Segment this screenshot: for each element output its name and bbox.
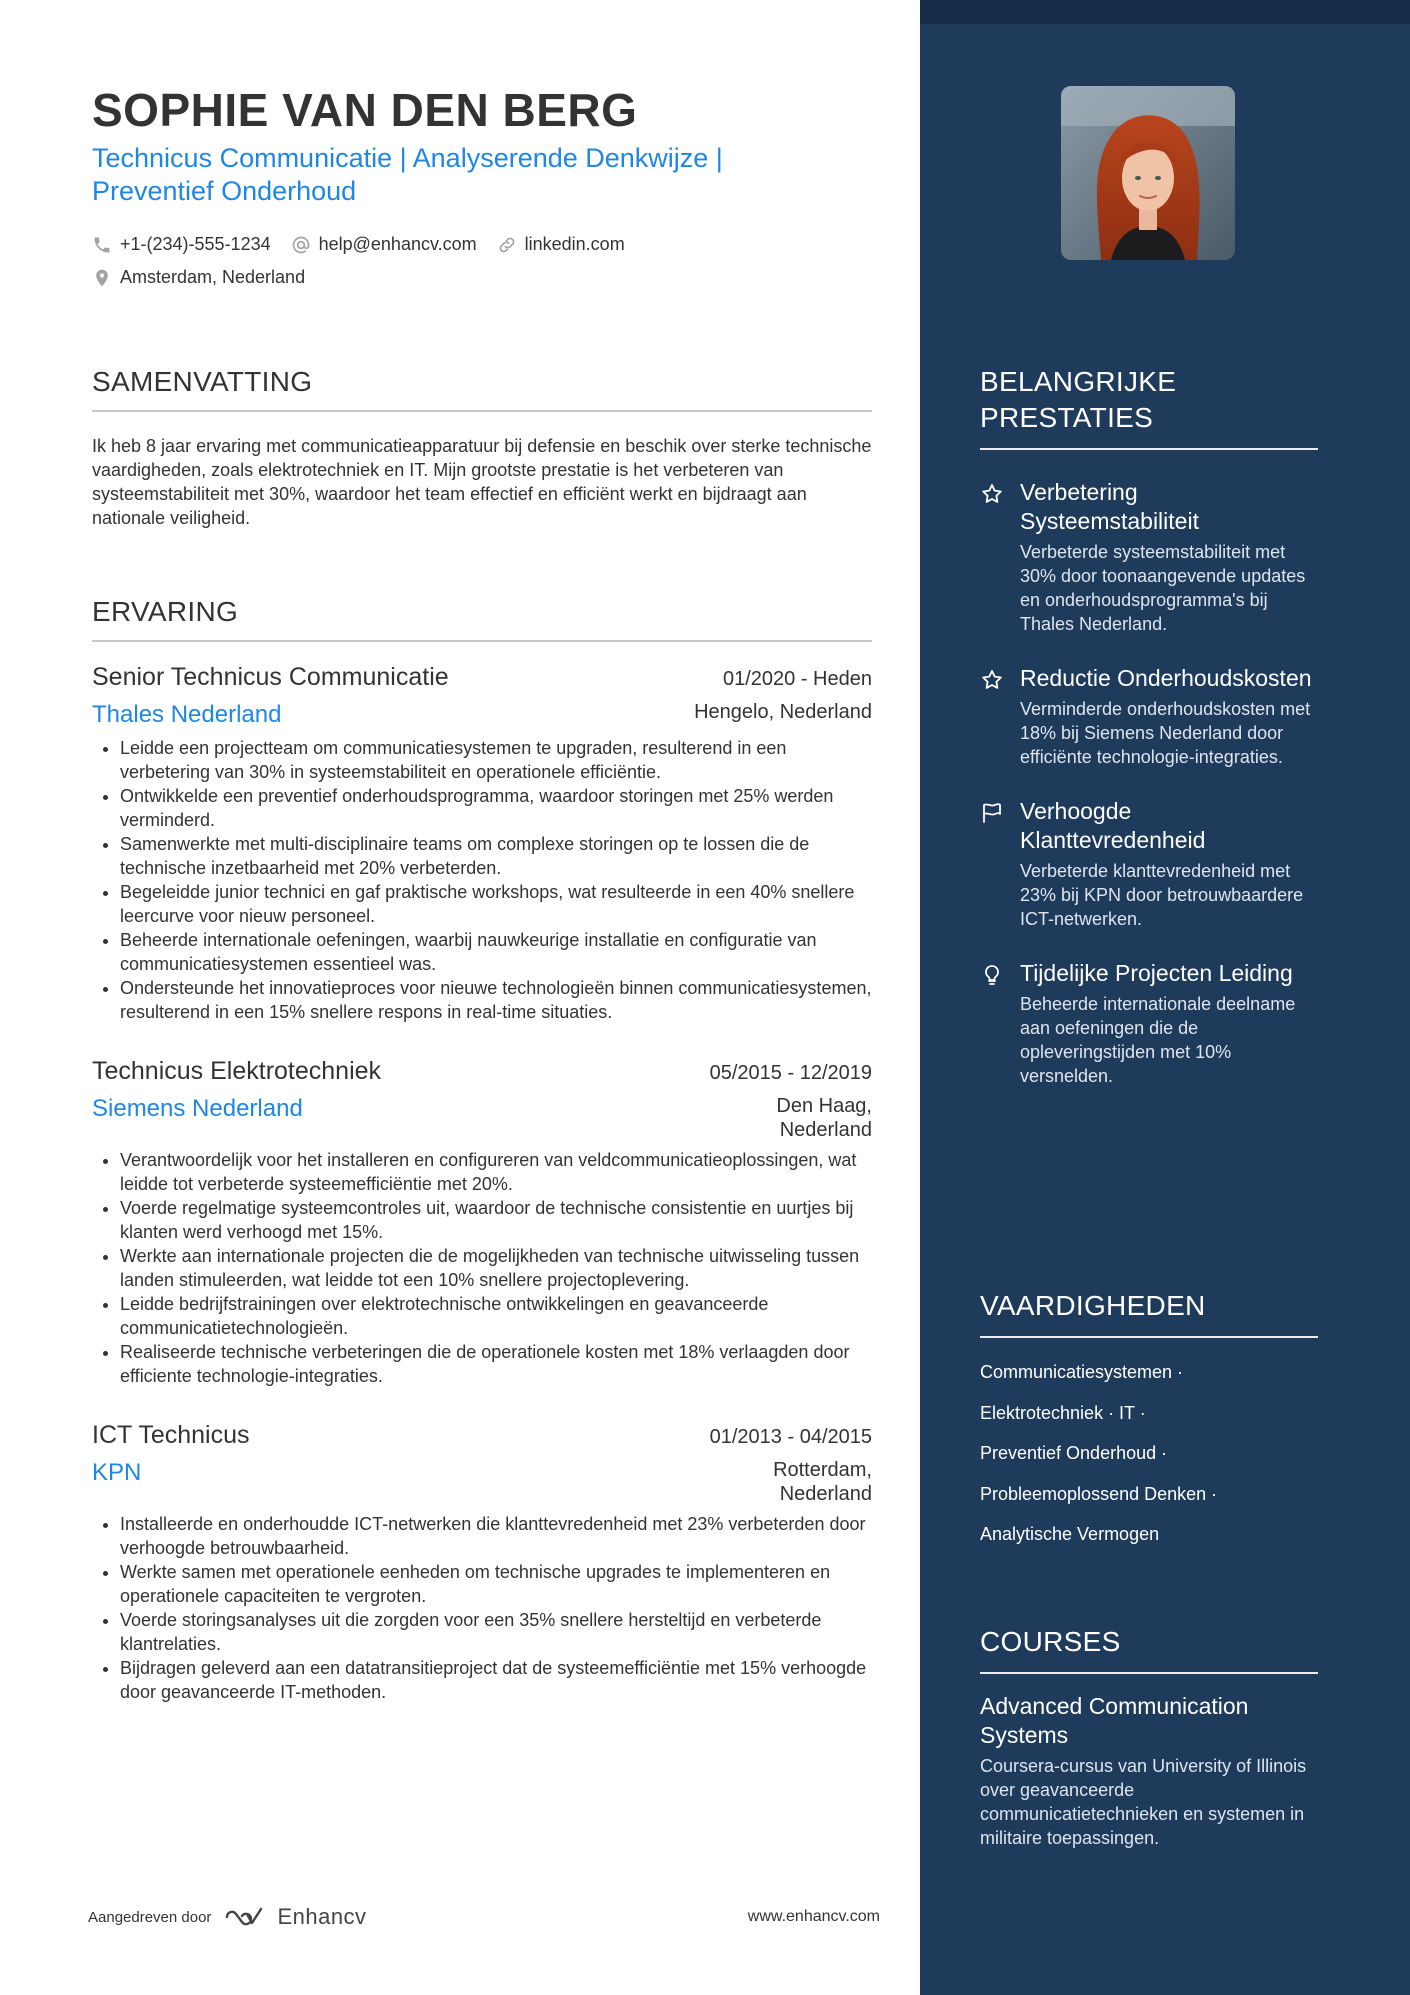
skill-item: Analytische Vermogen [980,1524,1160,1544]
star-icon [980,482,1004,506]
bullet-item: • Ondersteunde het innovatieproces voor nieuwe technologieën binnen communicatiesystemen, resulterend in een 15% snellere respons in real-time situaties. [120,976,872,1024]
job-bullets [92,1512,872,1704]
job-date: 01/2020 - Heden [722,668,872,690]
achievements-heading: BELANGRIJKE PRESTATIES [980,366,1177,433]
enhancv-logo[interactable] [223,1904,366,1930]
experience-section [92,594,872,1704]
achievement-item [980,478,1318,636]
courses-section [980,1624,1318,1850]
lightbulb-icon [980,963,1004,987]
bullet-item: • Werkte samen met operationele eenheden om technische upgrades te implementeren en operationele capaciteiten te vergroten. [120,1560,872,1608]
at-icon [291,235,311,255]
job-bullets [92,736,872,1024]
bullet-item: • Leidde een projectteam om communicatiesystemen te upgraden, resulterend in een verbetering van 30% in systeemstabiliteit en operationele efficiëntie. [120,736,872,784]
section-divider [980,1672,1318,1674]
summary-text: Ik heb 8 jaar ervaring met communicatieapparatuur bij defensie en beschik over sterke technische vaardigheden, zoals elektrotechniek en IT. Mijn grootste prestatie is het verbeteren van systeemstabiliteit met 30%, waardoor het team effectief en efficiënt werkt en bijdraagt aan nationale veiligheid. [92,436,872,528]
profile-photo [1061,86,1235,260]
bullet-item: • Verantwoordelijk voor het installeren en configureren van veldcommunicatieoplossingen, wat leidde tot verbeterde systeemefficiëntie met 20%. [120,1148,872,1196]
location-text: Amsterdam, Nederland [120,267,306,287]
job-entry [92,1418,872,1704]
achievement-item [980,664,1318,769]
powered-by-label: Aangedreven door [88,1908,212,1926]
bullet-item: • Leidde bedrijfstrainingen over elektrotechnische ontwikkelingen en geavanceerde communicatietechnologieën. [120,1292,872,1340]
experience-heading: ERVARING [92,596,239,627]
phone-text: +1-(234)-555-1234 [120,234,271,254]
enhancv-brand: Enhancv [277,1904,367,1929]
location-pin-icon [92,268,112,288]
section-divider [980,448,1318,450]
candidate-headline: Technicus Communicatie | Analyserende Denkwijze | Preventief Onderhoud [92,143,723,206]
bullet-item: • Ontwikkelde een preventief onderhoudsprogramma, waardoor storingen met 25% werden verminderd. [120,784,872,832]
achievement-description: Verbeterde systeemstabiliteit met 30% door toonaangevende updates en onderhoudsprogramma's bij Thales Nederland. [1020,542,1306,634]
bullet-item: • Realiseerde technische verbeteringen die de operationele kosten met 18% verlaagden door efficiente technologie-integraties. [120,1340,872,1388]
job-entry [92,660,872,1024]
summary-section [92,364,872,530]
bullet-item: • Bijdragen geleverd aan een datatransitieproject dat de systeemefficiëntie met 15% verhoogde door geavanceerde IT-methoden. [120,1656,872,1704]
achievement-title: Verbetering Systeemstabiliteit [1020,479,1199,534]
course-description: Coursera-cursus van University of Illinois over geavanceerde communicatietechnieken en systemen in militaire toepassingen. [980,1756,1307,1848]
bullet-item: • Installeerde en onderhoudde ICT-netwerken die klanttevredenheid met 23% verbeterden door verhoogde betrouwbaarheid. [120,1512,872,1560]
email-text: help@enhancv.com [318,234,477,254]
company-name: KPN [92,1459,142,1486]
achievement-title: Verhoogde Klanttevredenheid [1020,798,1206,853]
job-entry [92,1054,872,1388]
job-bullets [92,1148,872,1388]
section-divider [92,410,872,412]
section-divider [980,1336,1318,1338]
location-contact [92,267,305,288]
page-footer [88,1904,880,1930]
job-location: Hengelo, Nederland [694,701,872,723]
star-icon [980,668,1004,692]
summary-heading: SAMENVATTING [92,366,313,397]
job-title: Technicus Elektrotechniek [92,1057,382,1085]
achievement-item [980,959,1318,1088]
linkedin-contact[interactable] [497,234,625,255]
skills-list [980,1352,1318,1555]
candidate-name: SOPHIE VAN DEN BERG [92,84,638,136]
skill-item: Elektrotechniek · IT · [980,1402,1146,1423]
section-divider [92,640,872,642]
linkedin-text: linkedin.com [524,234,625,254]
bullet-item: • Voerde regelmatige systeemcontroles uit, waardoor de technische consistentie en uurtjes bij klanten werd verhoogd met 15%. [120,1196,872,1244]
achievement-description: Verminderde onderhoudskosten met 18% bij Siemens Nederland door efficiënte technologie-integraties. [1020,699,1311,767]
contact-row [92,261,872,294]
contact-row [92,228,872,261]
skills-heading: VAARDIGHEDEN [980,1290,1206,1321]
bullet-item: • Voerde storingsanalyses uit die zorgden voor een 35% snellere hersteltijd en verbeterde klantrelaties. [120,1608,872,1656]
bullet-item: • Begeleidde junior technici en gaf praktische workshops, wat resulteerde in een 40% snellere leercurve voor nieuw personeel. [120,880,872,928]
job-title: Senior Technicus Communicatie [92,663,449,691]
link-icon [497,235,517,255]
achievement-description: Beheerde internationale deelname aan oefeningen die de opleveringstijden met 10% versnelden. [1020,994,1296,1086]
email-contact[interactable] [291,234,477,255]
job-location: Rotterdam, Nederland [773,1459,872,1505]
achievement-title: Reductie Onderhoudskosten [1020,665,1312,691]
job-title: ICT Technicus [92,1421,250,1449]
bullet-item: • Werkte aan internationale projecten die de mogelijkheden van technische uitwisseling tussen landen stimuleerden, wat leidde tot een 10% snellere projectoplevering. [120,1244,872,1292]
achievements-section [980,364,1318,1088]
bullet-item: • Beheerde internationale oefeningen, waarbij nauwkeurige installatie en configuratie van communicatiesystemen essentieel was. [120,928,872,976]
phone-icon [92,235,112,255]
skills-section [980,1288,1318,1555]
job-location: Den Haag, Nederland [776,1095,872,1141]
job-date: 05/2015 - 12/2019 [709,1062,872,1084]
contact-info [92,228,872,294]
website-link[interactable]: www.enhancv.com [747,1908,880,1925]
flag-icon [980,801,1004,825]
skill-item: Communicatiesystemen · [980,1362,1184,1382]
achievement-title: Tijdelijke Projecten Leiding [1020,960,1293,986]
resume-header [92,80,872,294]
achievement-description: Verbeterde klanttevredenheid met 23% bij KPN door betrouwbaardere ICT-netwerken. [1020,861,1304,929]
skill-item: Probleemoplossend Denken · [980,1483,1218,1504]
enhancv-logo-icon [223,1905,269,1929]
phone-contact[interactable] [92,234,271,255]
bullet-item: • Samenwerkte met multi-disciplinaire teams om complexe storingen op te lossen die de technische inzetbaarheid met 20% verbeterden. [120,832,872,880]
company-name: Thales Nederland [92,701,282,728]
courses-heading: COURSES [980,1626,1121,1657]
job-date: 01/2013 - 04/2015 [709,1426,872,1448]
powered-by [88,1904,367,1930]
course-title: Advanced Communication Systems [980,1693,1249,1748]
achievement-item [980,797,1318,931]
sidebar-top-strip [920,0,1410,24]
skill-item: Preventief Onderhoud · [980,1443,1168,1463]
company-name: Siemens Nederland [92,1095,303,1122]
